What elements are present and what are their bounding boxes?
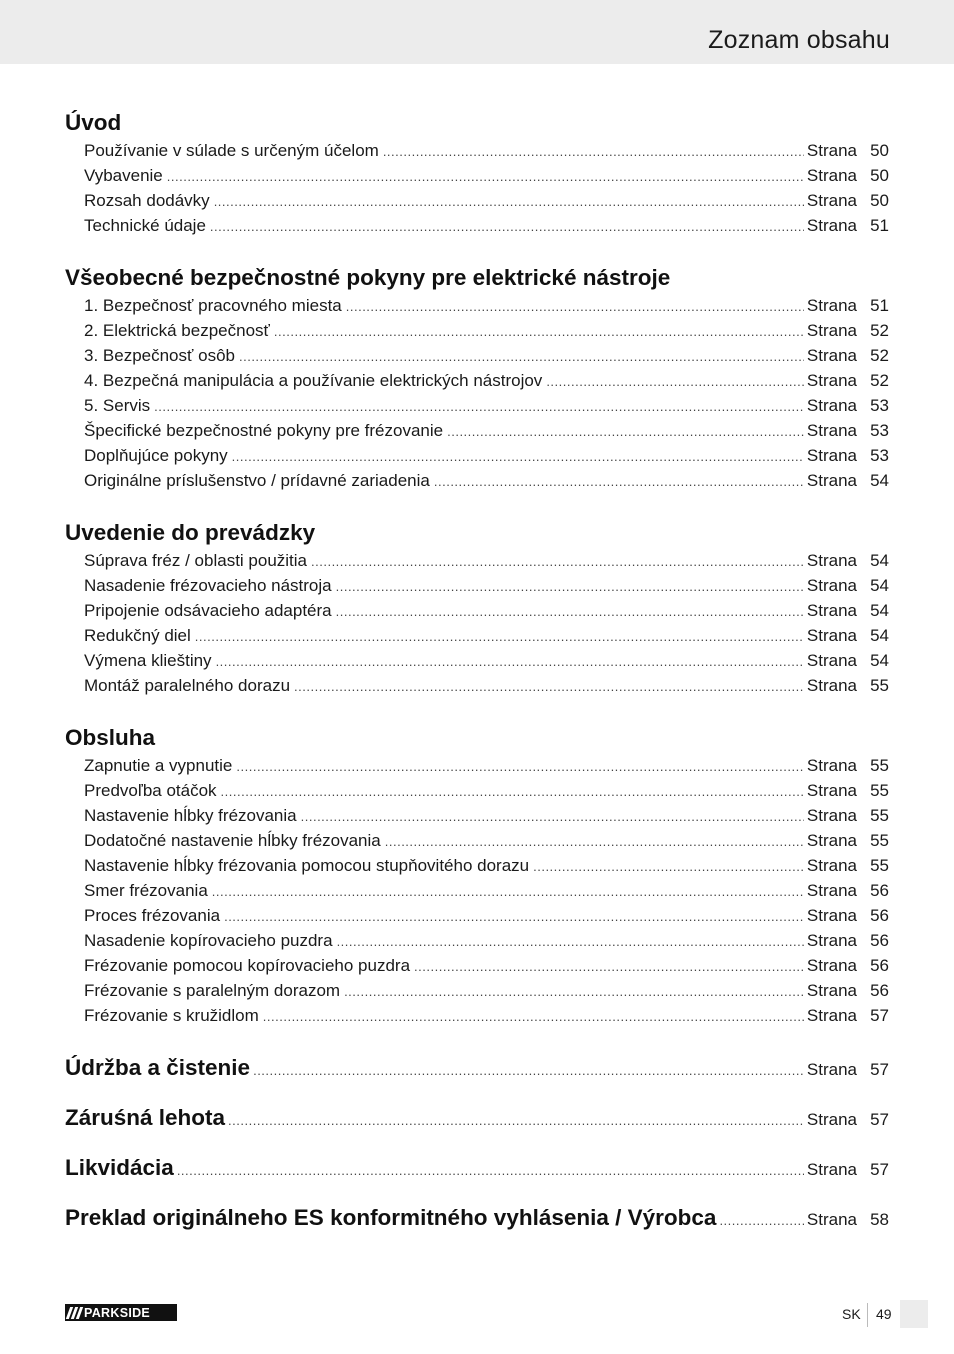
- entry-label: 4. Bezpečná manipulácia a používanie elektrických nástrojov: [84, 371, 543, 390]
- entry-strana: Strana: [806, 931, 857, 950]
- language-code: SK: [842, 1306, 861, 1322]
- dot-leader: [546, 369, 804, 394]
- entry-label: Súprava fréz / oblasti použitia: [84, 551, 308, 570]
- entry-strana: Strana: [806, 321, 857, 340]
- dot-leader: [221, 779, 804, 804]
- dot-leader: [336, 574, 804, 599]
- dot-leader: [216, 649, 804, 674]
- entry-page: 56: [870, 906, 889, 925]
- entry-label: Proces frézovania: [84, 906, 221, 925]
- entry-page: 52: [870, 346, 889, 365]
- entry-page: 52: [870, 321, 889, 340]
- entry-label: Frézovanie s paralelným dorazom: [84, 981, 341, 1000]
- entry-strana: Strana: [806, 806, 857, 825]
- toc-entry: [65, 293, 889, 318]
- footer-tab-box: [900, 1300, 928, 1328]
- entry-strana: Strana: [806, 1210, 857, 1229]
- section-title: Preklad originálneho ES konformitného vyhlásenia / Výrobca: [65, 1205, 717, 1230]
- toc-entry: [65, 343, 889, 368]
- dot-leader: [239, 344, 804, 369]
- entry-strana: Strana: [806, 296, 857, 315]
- entry-page: 53: [870, 421, 889, 440]
- entry-strana: Strana: [806, 346, 857, 365]
- dot-leader: [447, 419, 804, 444]
- dot-leader: [212, 879, 804, 904]
- section-title: Záruśná lehota: [65, 1105, 226, 1130]
- dot-leader: [414, 954, 804, 979]
- dot-leader: [236, 754, 804, 779]
- toc-entry: [65, 418, 889, 443]
- dot-leader: [224, 904, 804, 929]
- section-title: Všeobecné bezpečnostné pokyny pre elektrické nástroje: [65, 265, 671, 290]
- entry-strana: Strana: [806, 676, 857, 695]
- toc-entry: [65, 803, 889, 828]
- entry-label: Nastavenie hĺbky frézovania: [84, 806, 297, 825]
- dot-leader: [346, 294, 804, 319]
- toc-entry: [65, 548, 889, 573]
- entry-label: Frézovanie pomocou kopírovacieho puzdra: [84, 956, 411, 975]
- entry-strana: Strana: [806, 906, 857, 925]
- logo-text: PARKSIDE: [84, 1305, 151, 1320]
- entry-label: Nasadenie frézovacieho nástroja: [84, 576, 332, 595]
- entry-strana: Strana: [806, 166, 857, 185]
- dot-leader: [385, 829, 804, 854]
- entry-label: Smer frézovania: [84, 881, 208, 900]
- dot-leader: [253, 1056, 804, 1086]
- entry-strana: Strana: [806, 956, 857, 975]
- section-title: Uvedenie do prevádzky: [65, 520, 316, 545]
- section-obsluha: [65, 723, 889, 1028]
- entry-label: Dodatočné nastavenie hĺbky frézovania: [84, 831, 381, 850]
- entry-label: Používanie v súlade s určeným účelom: [84, 141, 379, 160]
- toc-entry: [65, 443, 889, 468]
- dot-leader: [383, 139, 804, 164]
- toc-entry: [65, 318, 889, 343]
- dot-leader: [337, 929, 804, 954]
- entry-strana: Strana: [806, 981, 857, 1000]
- entry-strana: Strana: [806, 371, 857, 390]
- entry-label: Redukčný diel: [84, 626, 191, 645]
- toc-entry: [65, 1003, 889, 1028]
- entry-page: 58: [870, 1210, 889, 1229]
- entry-page: 54: [870, 576, 889, 595]
- dot-leader: [336, 599, 804, 624]
- entry-label: Vybavenie: [84, 166, 163, 185]
- entry-strana: Strana: [806, 551, 857, 570]
- entry-page: 54: [870, 601, 889, 620]
- entry-page: 55: [870, 831, 889, 850]
- entry-page: 52: [870, 371, 889, 390]
- entry-strana: Strana: [806, 446, 857, 465]
- dot-leader: [301, 804, 804, 829]
- section-title: Údržba a čistenie: [65, 1055, 251, 1080]
- entry-label: Nasadenie kopírovacieho puzdra: [84, 931, 333, 950]
- entry-strana: Strana: [806, 576, 857, 595]
- dot-leader: [210, 214, 804, 239]
- dot-leader: [167, 164, 804, 189]
- entry-label: Zapnutie a vypnutie: [84, 756, 233, 775]
- entry-label: Originálne príslušenstvo / prídavné zariadenia: [84, 471, 430, 490]
- section-title: Obsluha: [65, 725, 156, 750]
- entry-page: 55: [870, 781, 889, 800]
- entry-label: Technické údaje: [84, 216, 206, 235]
- entry-strana: Strana: [806, 1060, 857, 1079]
- entry-page: 50: [870, 166, 889, 185]
- dot-leader: [154, 394, 804, 419]
- entry-label: Predvoľba otáčok: [84, 781, 217, 800]
- entry-page: 55: [870, 676, 889, 695]
- toc-entry: [65, 598, 889, 623]
- toc-entry: [65, 623, 889, 648]
- entry-strana: Strana: [806, 651, 857, 670]
- dot-leader: [719, 1206, 803, 1236]
- dot-leader: [434, 469, 804, 494]
- entry-strana: Strana: [806, 141, 857, 160]
- dot-leader: [214, 189, 804, 214]
- entry-label: 3. Bezpečnosť osôb: [84, 346, 235, 365]
- toc-entry: [65, 468, 889, 493]
- entry-page: 50: [870, 191, 889, 210]
- entry-page: 57: [870, 1060, 889, 1079]
- toc-entry: [65, 953, 889, 978]
- entry-page: 55: [870, 756, 889, 775]
- dot-leader: [294, 674, 804, 699]
- dot-leader: [228, 1106, 804, 1136]
- entry-strana: Strana: [806, 421, 857, 440]
- dot-leader: [263, 1004, 804, 1029]
- entry-page: 57: [870, 1006, 889, 1025]
- entry-page: 56: [870, 956, 889, 975]
- entry-strana: Strana: [806, 1110, 857, 1129]
- entry-page: 56: [870, 881, 889, 900]
- toc-entry: [65, 903, 889, 928]
- entry-page: 55: [870, 806, 889, 825]
- page-number: 49: [876, 1306, 892, 1322]
- toc-entry: [65, 163, 889, 188]
- entry-label: Montáž paralelného dorazu: [84, 676, 291, 695]
- section-zarucna-lehota: [65, 1089, 889, 1139]
- dot-leader: [195, 624, 804, 649]
- entry-page: 57: [870, 1110, 889, 1129]
- toc-entry: [65, 213, 889, 238]
- entry-strana: Strana: [806, 1006, 857, 1025]
- dot-leader: [311, 549, 804, 574]
- toc-entry: [65, 188, 889, 213]
- section-title: Úvod: [65, 110, 122, 135]
- section-title: Likvidácia: [65, 1155, 174, 1180]
- entry-label: 1. Bezpečnosť pracovného miesta: [84, 296, 342, 315]
- section-bezpecnost: [65, 263, 889, 493]
- toc-entry: [65, 753, 889, 778]
- entry-label: Špecifické bezpečnostné pokyny pre frézovanie: [84, 421, 444, 440]
- logo-stripes-icon: [65, 1307, 84, 1319]
- entry-page: 50: [870, 141, 889, 160]
- entry-page: 56: [870, 931, 889, 950]
- entry-strana: Strana: [806, 756, 857, 775]
- section-uvod: [65, 108, 889, 238]
- dot-leader: [232, 444, 804, 469]
- toc-entry: [65, 368, 889, 393]
- page-title: Zoznam obsahu: [708, 26, 890, 54]
- section-preklad: [65, 1189, 889, 1239]
- entry-label: Nastavenie hĺbky frézovania pomocou stupňovitého dorazu: [84, 856, 530, 875]
- table-of-contents: [65, 108, 889, 1239]
- parkside-logo: [65, 1304, 177, 1321]
- entry-page: 54: [870, 626, 889, 645]
- toc-entry: [65, 828, 889, 853]
- toc-entry: [65, 393, 889, 418]
- entry-page: 54: [870, 551, 889, 570]
- dot-leader: [533, 854, 804, 879]
- entry-strana: Strana: [806, 216, 857, 235]
- entry-strana: Strana: [806, 1160, 857, 1179]
- entry-page: 51: [870, 216, 889, 235]
- entry-label: 5. Servis: [84, 396, 151, 415]
- entry-label: Doplňujúce pokyny: [84, 446, 228, 465]
- entry-page: 53: [870, 446, 889, 465]
- entry-label: Rozsah dodávky: [84, 191, 210, 210]
- toc-entry: [65, 573, 889, 598]
- entry-strana: Strana: [806, 626, 857, 645]
- section-uvedenie: [65, 518, 889, 698]
- entry-page: 54: [870, 651, 889, 670]
- section-udrzba: [65, 1039, 889, 1089]
- entry-page: 51: [870, 296, 889, 315]
- entry-strana: Strana: [806, 471, 857, 490]
- toc-entry: [65, 673, 889, 698]
- toc-entry: [65, 648, 889, 673]
- toc-entry: [65, 878, 889, 903]
- dot-leader: [274, 319, 804, 344]
- entry-strana: Strana: [806, 396, 857, 415]
- toc-entry: [65, 978, 889, 1003]
- entry-strana: Strana: [806, 601, 857, 620]
- entry-strana: Strana: [806, 191, 857, 210]
- toc-entry: [65, 778, 889, 803]
- entry-strana: Strana: [806, 781, 857, 800]
- footer-divider: [867, 1303, 868, 1327]
- entry-label: Výmena klieštiny: [84, 651, 212, 670]
- entry-label: 2. Elektrická bezpečnosť: [84, 321, 270, 340]
- section-likvidacia: [65, 1139, 889, 1189]
- entry-strana: Strana: [806, 831, 857, 850]
- dot-leader: [177, 1156, 804, 1186]
- entry-label: Frézovanie s kružidlom: [84, 1006, 259, 1025]
- entry-strana: Strana: [806, 856, 857, 875]
- entry-label: Pripojenie odsávacieho adaptéra: [84, 601, 332, 620]
- entry-page: 53: [870, 396, 889, 415]
- toc-entry: [65, 928, 889, 953]
- entry-strana: Strana: [806, 881, 857, 900]
- entry-page: 54: [870, 471, 889, 490]
- entry-page: 55: [870, 856, 889, 875]
- toc-entry: [65, 853, 889, 878]
- toc-entry: [65, 138, 889, 163]
- entry-page: 57: [870, 1160, 889, 1179]
- dot-leader: [344, 979, 804, 1004]
- entry-page: 56: [870, 981, 889, 1000]
